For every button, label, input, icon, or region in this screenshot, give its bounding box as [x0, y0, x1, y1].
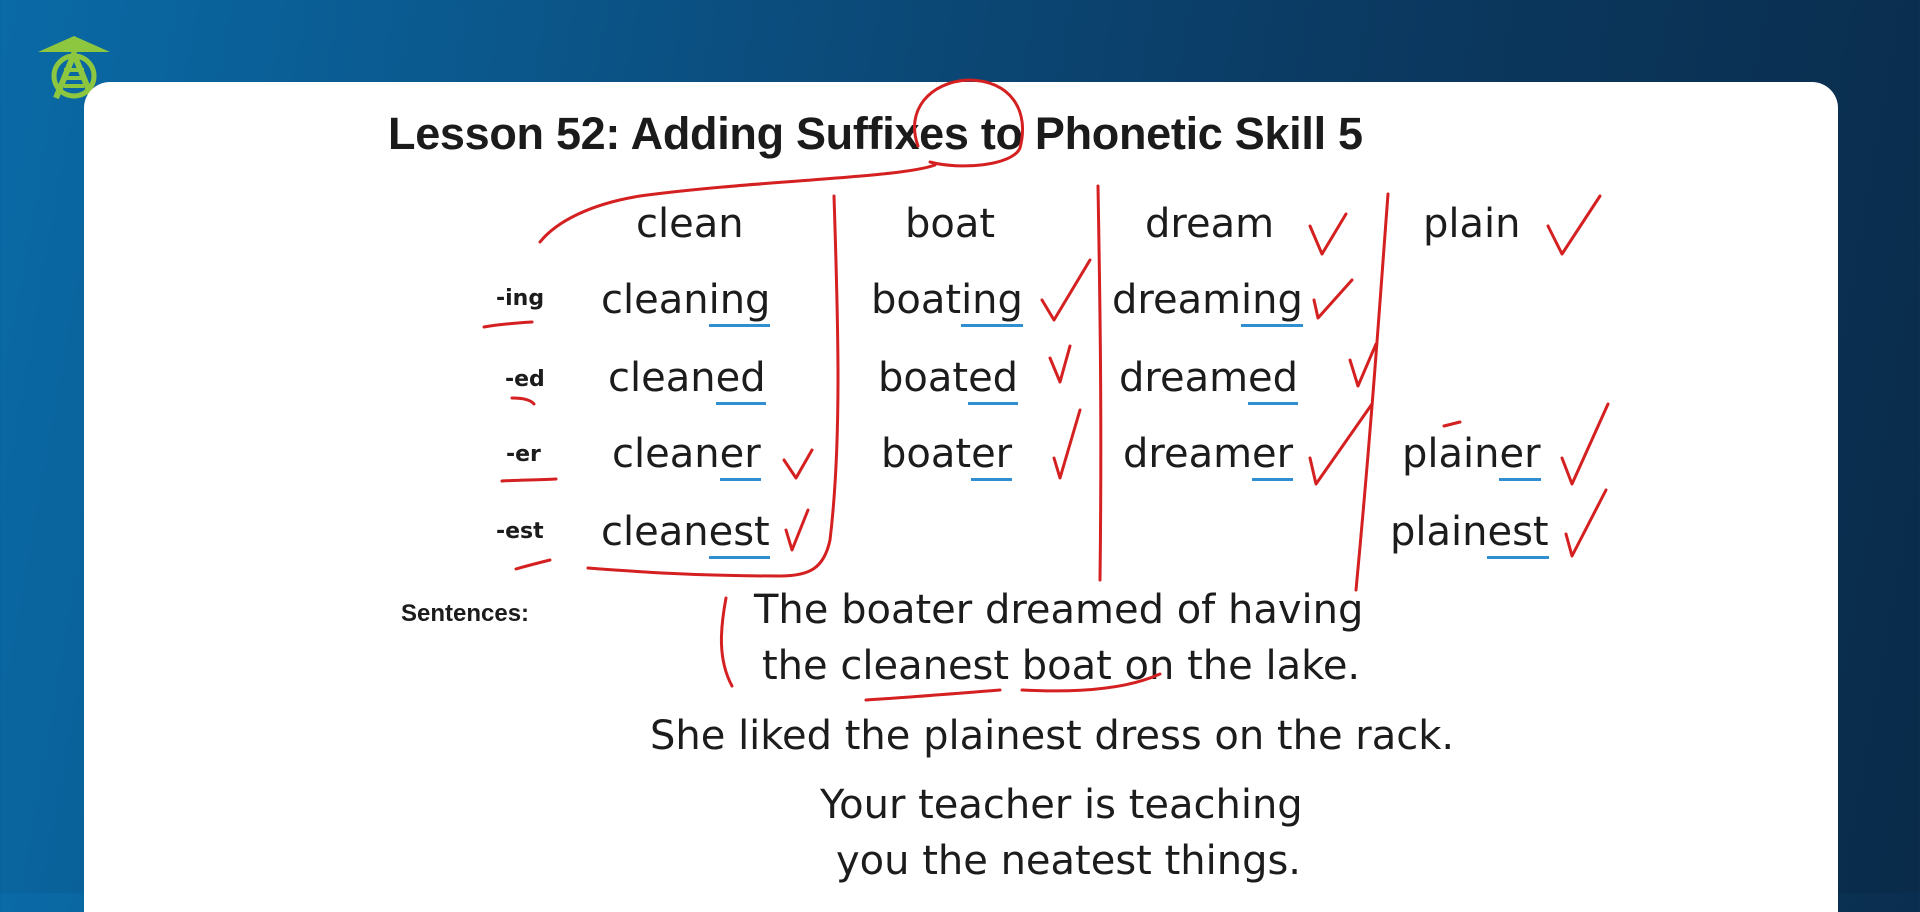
word-cleaning: cleaning: [601, 276, 770, 324]
word-cleaned: cleaned: [608, 354, 766, 402]
word-cleaner: cleaner: [612, 430, 761, 478]
word-dreamed: dreamed: [1119, 354, 1298, 402]
sentence-4: Your teacher is teaching: [820, 782, 1303, 828]
lesson-title: Lesson 52: Adding Suffixes to Phonetic Skill 5: [388, 108, 1363, 159]
sentence-5: you the neatest things.: [836, 838, 1302, 884]
word-clean: clean: [636, 201, 744, 247]
sentence-3: She liked the plainest dress on the rack.: [650, 713, 1455, 759]
word-dream: dream: [1145, 201, 1275, 247]
suffix-label-er: -er: [506, 442, 541, 467]
suffix-label-ing: -ing: [496, 286, 545, 311]
word-boater: boater: [881, 430, 1012, 478]
word-cleanest: cleanest: [601, 508, 770, 556]
sentences-label: Sentences:: [401, 600, 530, 627]
word-dreaming: dreaming: [1112, 276, 1303, 324]
word-plainest: plainest: [1390, 508, 1549, 556]
sentence-2: the cleanest boat on the lake.: [762, 643, 1361, 689]
word-plainer: plainer: [1402, 430, 1541, 478]
suffix-label-est: -est: [496, 519, 544, 544]
word-boating: boating: [871, 276, 1023, 324]
sentence-1: The boater dreamed of having: [754, 587, 1364, 633]
suffix-label-ed: -ed: [505, 367, 545, 392]
word-dreamer: dreamer: [1123, 430, 1293, 478]
word-plain: plain: [1423, 201, 1521, 247]
word-boat: boat: [905, 201, 996, 247]
word-boated: boated: [878, 354, 1018, 402]
